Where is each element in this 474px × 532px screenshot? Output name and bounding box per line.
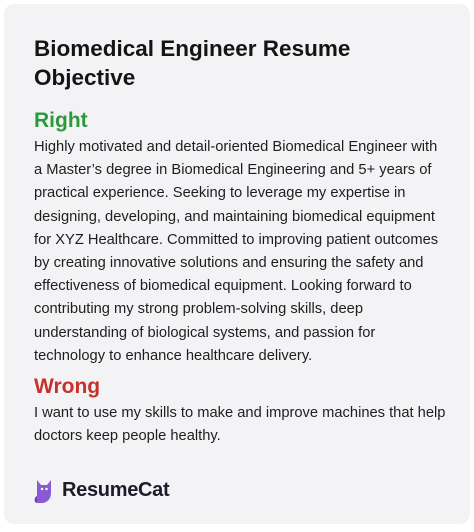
- page-title: Biomedical Engineer Resume Objective: [34, 36, 351, 90]
- wrong-example-text: I want to use my skills to make and improve machines that help doctors keep people healthy.: [34, 405, 446, 445]
- brand-name: ResumeCat: [62, 478, 170, 501]
- wrong-heading: Wrong: [34, 375, 101, 398]
- right-example-text: Highly motivated and detail-oriented Biomedical Engineer with a Master’s degree in Biomedical Engineering and 5+ years of practical experience. Seeking to leverage my expertise in designing, developing, and maintaining biomedical equipment for XYZ Healthcare. Committed to improving patient outcomes by creating innovative solutions and ensuring the safety and effectiveness of biomedical equipment. Looking forward to contributing my strong problem-solving skills, deep understanding of biological systems, and passion for technology to enhance healthcare delivery.: [34, 139, 439, 364]
- cat-icon: [34, 476, 56, 504]
- brand-logo: [34, 474, 169, 506]
- right-heading: Right: [34, 109, 88, 132]
- objective-card: [4, 4, 470, 524]
